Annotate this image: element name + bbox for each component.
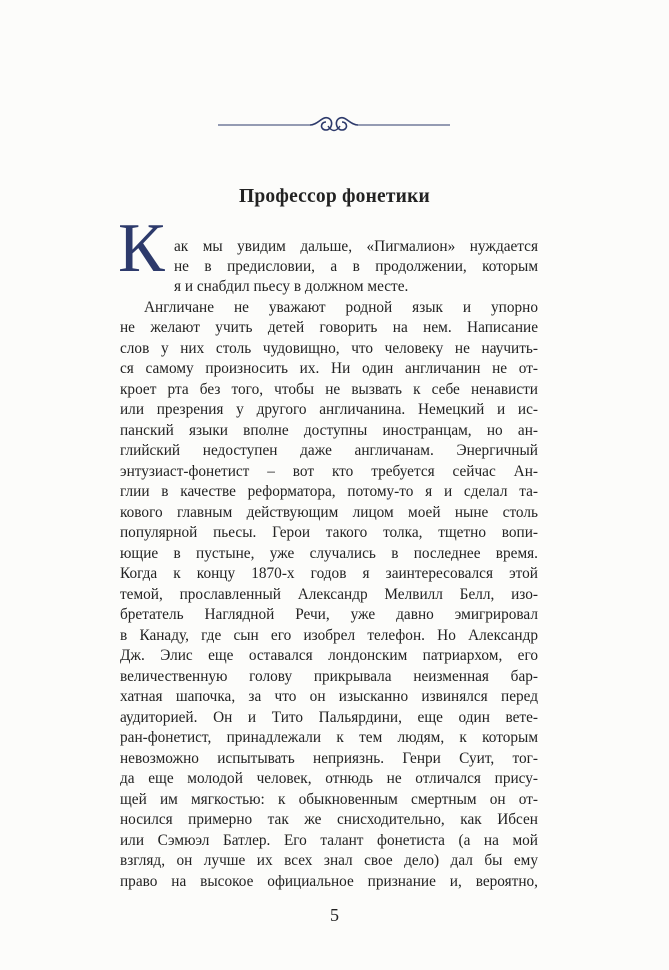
text-line: я и снабдил пьесу в должном месте.	[174, 278, 409, 295]
page-number: 5	[330, 905, 339, 925]
text-line: Когда к концу 1870-х годов я заинтересовался этой	[120, 565, 538, 582]
text-line: не желают учить детей говорить на нем. Написание	[120, 319, 538, 336]
text-line: энтузиаст-фонетист – вот кто требуется сейчас Ан-	[120, 463, 538, 480]
text-line: панский языки вполне доступны иностранцам, но ан-	[120, 422, 538, 439]
text-line: аудиторией. Он и Тито Пальярдини, еще один вете-	[120, 709, 538, 726]
text-line: глии в качестве реформатора, потому-то я и сделал та-	[120, 483, 538, 500]
text-line: право на высокое официальное признание и, вероятно,	[120, 873, 538, 890]
text-line: невозможно испытывать неприязнь. Генри Суит, тог-	[120, 750, 538, 767]
text-line: ран-фонетист, принадлежали к тем людям, к которым	[120, 729, 538, 746]
text-line: величественную голову прикрывала неизменная бар-	[120, 668, 538, 685]
text-line: глийский недоступен даже англичанам. Энергичный	[120, 442, 538, 459]
text-line: щей им мягкостью: к обыкновенным смертным он от-	[120, 791, 538, 808]
text-line: или Сэмюэл Батлер. Его талант фонетиста (а на мой	[120, 832, 538, 849]
text-line: не в предисловии, а в продолжении, которым	[174, 258, 538, 275]
text-line: Англичане не уважают родной язык и упорно	[144, 299, 538, 316]
drop-cap: К	[118, 210, 165, 287]
text-line: кового главным действующим лицом моей ныне столь	[120, 504, 538, 521]
text-line: ся самому произносить их. Ни один англичанин не от-	[120, 360, 538, 377]
text-line: или презрения у другого англичанина. Немецкий и ис-	[120, 401, 538, 418]
flourish-divider-icon	[214, 108, 454, 140]
text-line: ак мы увидим дальше, «Пигмалион» нуждается	[174, 238, 538, 255]
text-line: темой, прославленный Александр Мелвилл Белл, изо-	[120, 586, 538, 603]
text-line: слов у них столь чудовищно, что человеку не научить-	[120, 340, 538, 357]
text-line: да еще молодой человек, отнюдь не отличался прису-	[120, 770, 538, 787]
chapter-title: Профессор фонетики	[239, 186, 430, 207]
text-line: Дж. Элис еще оставался лондонским патриархом, его	[120, 647, 538, 664]
text-line: ющие в пустыне, уже случались в последнее время.	[120, 545, 538, 562]
text-line: взгляд, он лучше их всех знал свое дело) дал бы ему	[120, 852, 538, 869]
text-line: бретатель Наглядной Речи, уже давно эмигрировал	[120, 606, 538, 623]
text-line: популярной пьесы. Герои такого толка, тщетно вопи-	[120, 524, 538, 541]
text-line: в Канаду, где сын его изобрел телефон. Но Александр	[120, 627, 538, 644]
text-line: кроет рта без того, чтобы не вызвать к себе ненависти	[120, 381, 538, 398]
text-line: носился примерно так же снисходительно, как Ибсен	[120, 811, 538, 828]
text-line: хатная шапочка, за что он изысканно извинялся перед	[120, 688, 538, 705]
